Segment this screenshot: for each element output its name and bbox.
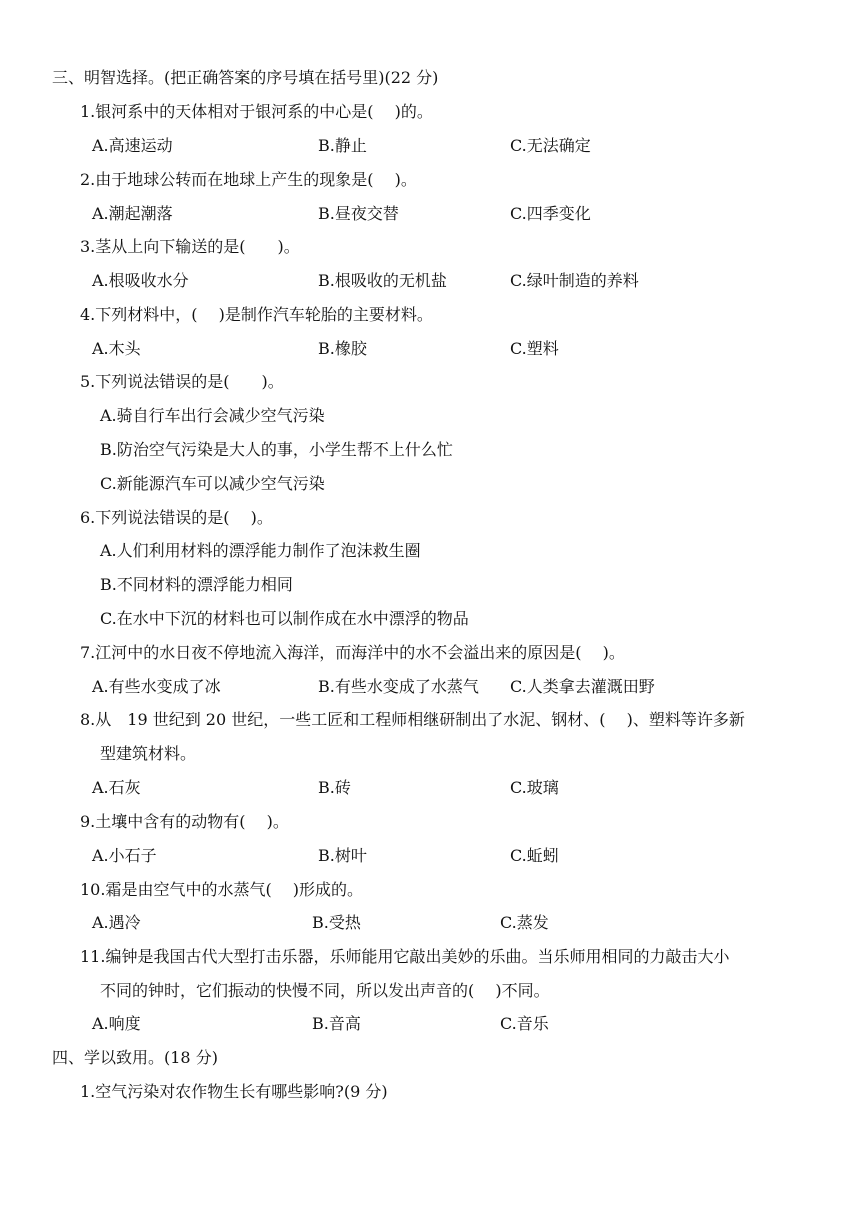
question-1-option-a: A.高速运动 (92, 136, 173, 155)
question-2-stem: 2.由于地球公转而在地球上产生的现象是( )。 (80, 170, 417, 189)
question-7-stem: 7.江河中的水日夜不停地流入海洋，而海洋中的水不会溢出来的原因是( )。 (80, 643, 625, 662)
question-5-option-c: C.新能源汽车可以减少空气污染 (100, 474, 325, 493)
question-8-option-c: C.玻璃 (510, 778, 559, 797)
question-11-option-c: C.音乐 (500, 1014, 549, 1033)
question-2-option-b: B.昼夜交替 (318, 204, 399, 223)
question-10-option-b: B.受热 (312, 913, 361, 932)
question-3-option-b: B.根吸收的无机盐 (318, 271, 447, 290)
question-7-option-a: A.有些水变成了冰 (92, 677, 221, 696)
question-10-option-c: C.蒸发 (500, 913, 549, 932)
question-3-option-a: A.根吸收水分 (92, 271, 189, 290)
question-1-option-b: B.静止 (318, 136, 367, 155)
question-6-option-c: C.在水中下沉的材料也可以制作成在水中漂浮的物品 (100, 609, 469, 628)
question-1-stem: 1.银河系中的天体相对于银河系的中心是( )的。 (80, 102, 433, 121)
section-4-heading: 四、学以致用。(18 分) (52, 1048, 218, 1067)
question-6-option-b: B.不同材料的漂浮能力相同 (100, 575, 293, 594)
question-11-stem-line-2: 不同的钟时，它们振动的快慢不同，所以发出声音的( )不同。 (100, 981, 550, 1000)
question-7-option-c: C.人类拿去灌溉田野 (510, 677, 655, 696)
question-9-option-c: C.蚯蚓 (510, 846, 559, 865)
question-9-option-b: B.树叶 (318, 846, 367, 865)
question-7-option-b: B.有些水变成了水蒸气 (318, 677, 479, 696)
question-3-stem: 3.茎从上向下输送的是( )。 (80, 237, 300, 256)
question-6-option-a: A.人们利用材料的漂浮能力制作了泡沫救生圈 (100, 541, 421, 560)
question-11-stem-line-1: 11.编钟是我国古代大型打击乐器，乐师能用它敲出美妙的乐曲。当乐师用相同的力敲击大小 (80, 947, 730, 966)
question-4-option-b: B.橡胶 (318, 339, 367, 358)
question-6-stem: 6.下列说法错误的是( )。 (80, 508, 273, 527)
question-8-option-a: A.石灰 (92, 778, 141, 797)
question-8-stem-line-1: 8.从 19 世纪到 20 世纪，一些工匠和工程师相继研制出了水泥、钢材、( )、塑料等许多新 (80, 710, 745, 729)
question-4-stem: 4.下列材料中，( )是制作汽车轮胎的主要材料。 (80, 305, 433, 324)
question-1-option-c: C.无法确定 (510, 136, 591, 155)
question-5-stem: 5.下列说法错误的是( )。 (80, 372, 284, 391)
question-5-option-b: B.防治空气污染是大人的事，小学生帮不上什么忙 (100, 440, 453, 459)
question-10-option-a: A.遇冷 (92, 913, 141, 932)
question-8-stem-line-2: 型建筑材料。 (100, 744, 197, 763)
question-9-option-a: A.小石子 (92, 846, 157, 865)
question-4-option-a: A.木头 (92, 339, 141, 358)
question-10-stem: 10.霜是由空气中的水蒸气( )形成的。 (80, 880, 364, 899)
question-2-option-c: C.四季变化 (510, 204, 591, 223)
question-8-option-b: B.砖 (318, 778, 351, 797)
question-11-option-a: A.响度 (92, 1014, 141, 1033)
question-3-option-c: C.绿叶制造的养料 (510, 271, 639, 290)
question-11-option-b: B.音高 (312, 1014, 361, 1033)
question-2-option-a: A.潮起潮落 (92, 204, 173, 223)
question-4-option-c: C.塑料 (510, 339, 559, 358)
section-4-question-1-stem: 1.空气污染对农作物生长有哪些影响?(9 分) (80, 1082, 388, 1101)
section-3-heading: 三、明智选择。(把正确答案的序号填在括号里)(22 分) (52, 68, 439, 87)
question-9-stem: 9.土壤中含有的动物有( )。 (80, 812, 289, 831)
question-5-option-a: A.骑自行车出行会减少空气污染 (100, 406, 325, 425)
